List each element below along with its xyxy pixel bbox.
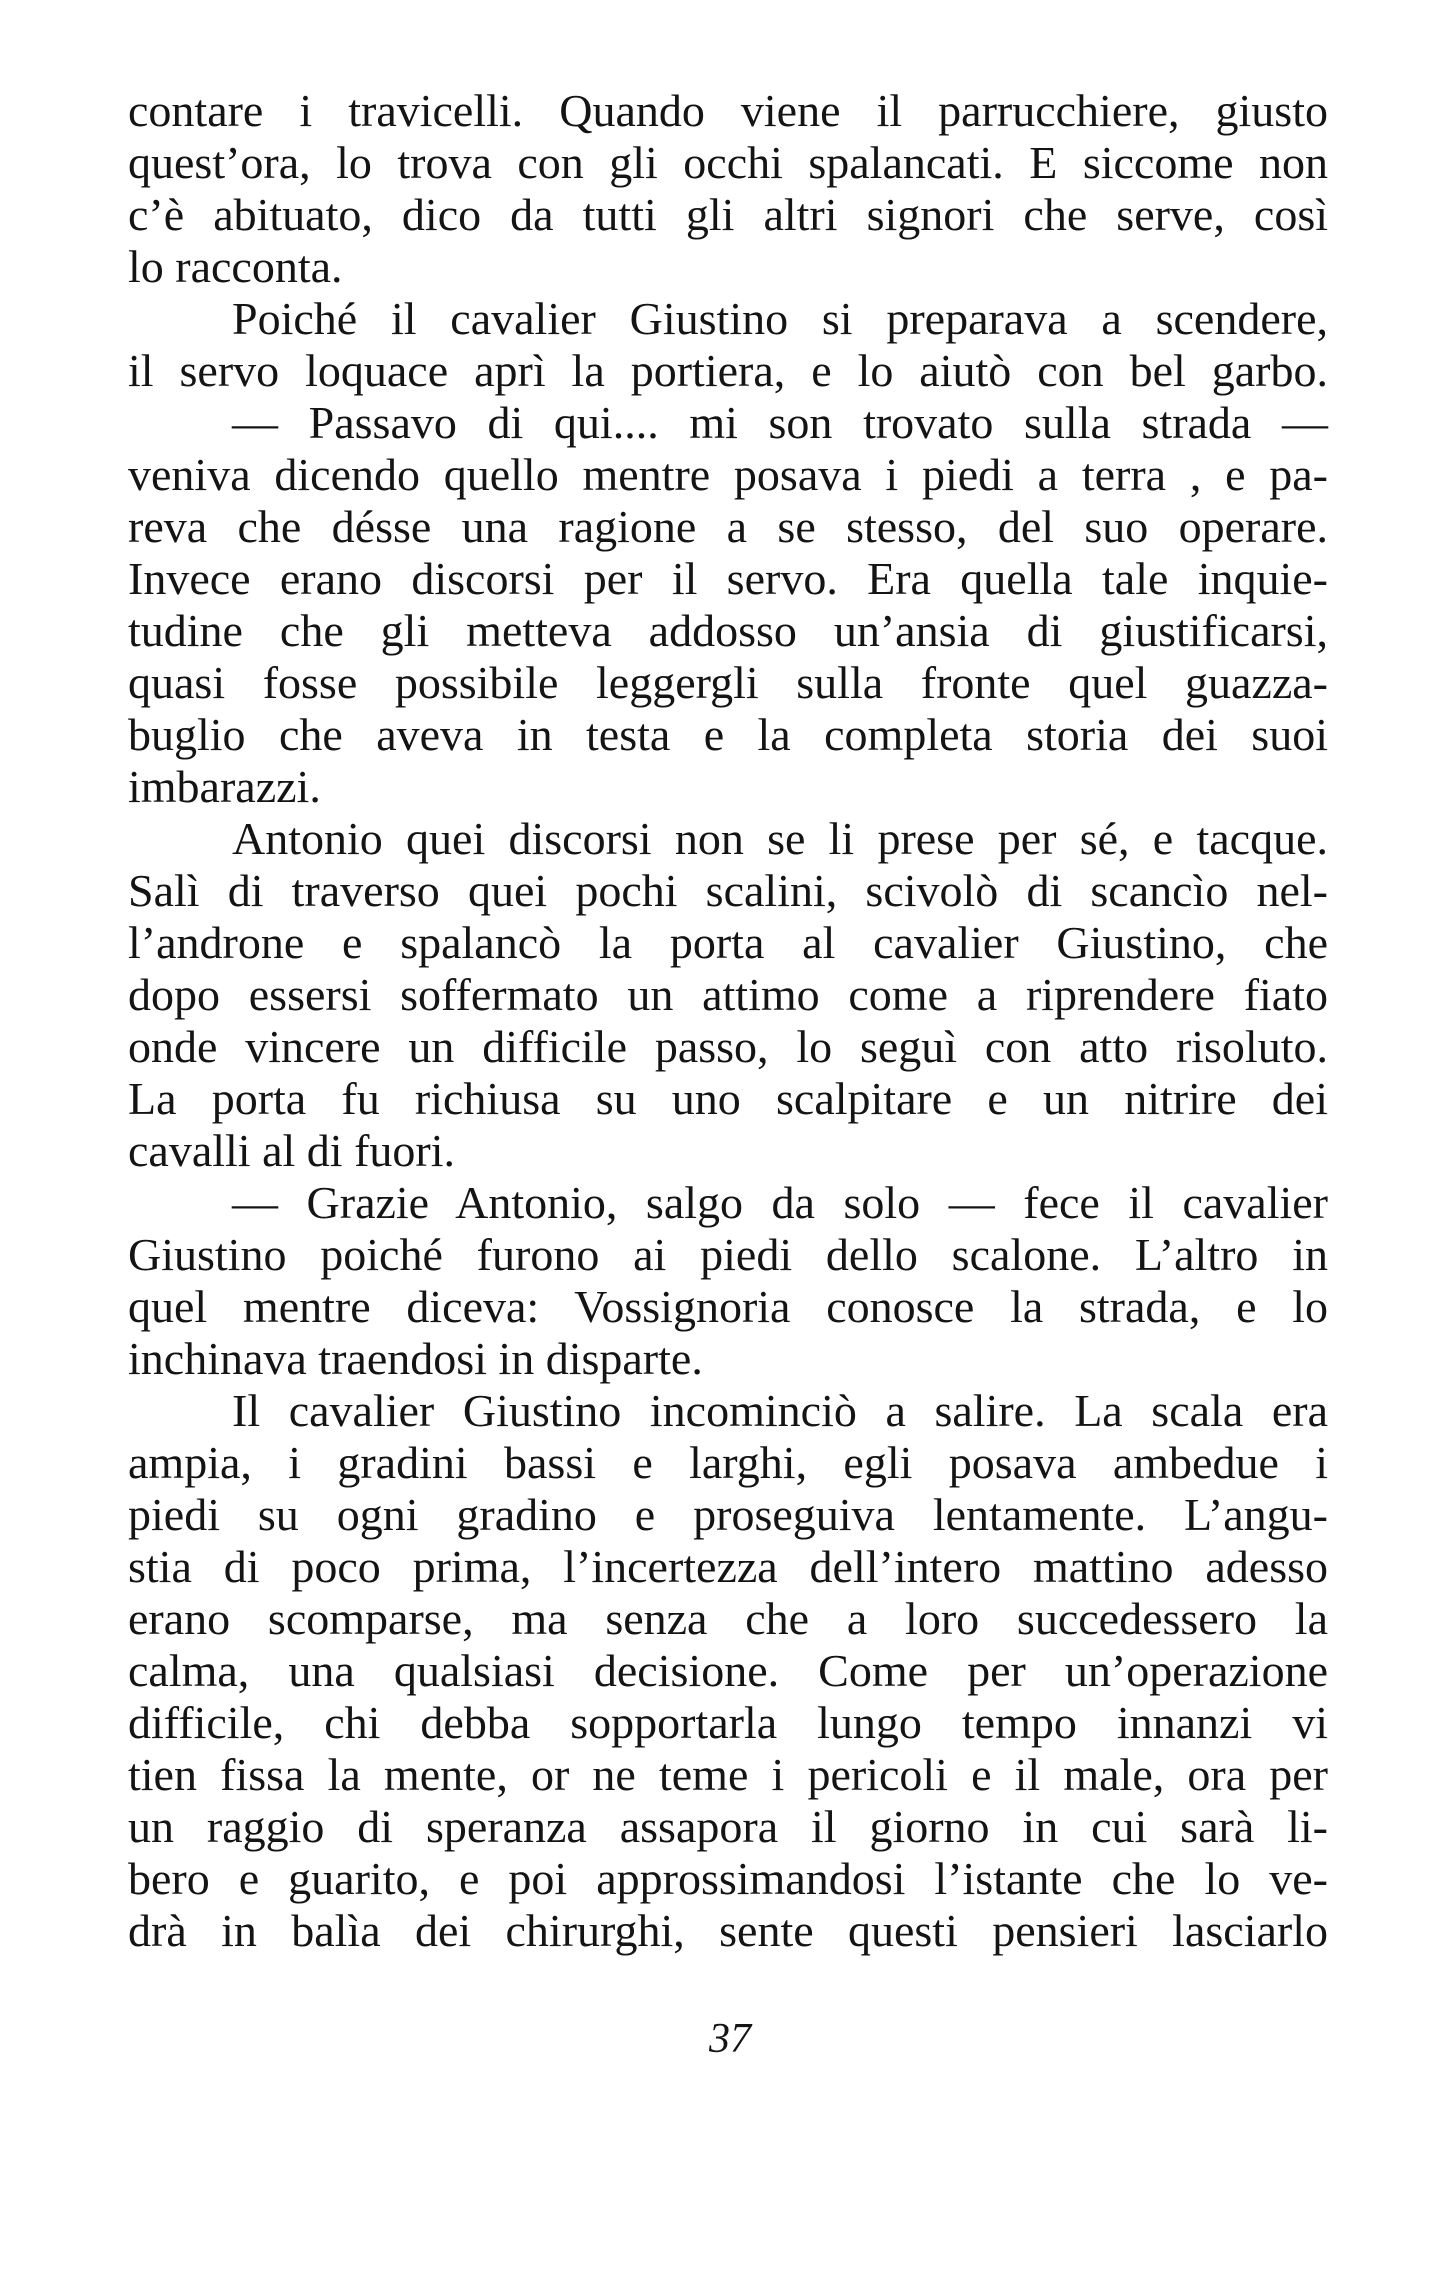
text-line: lo racconta.	[128, 241, 343, 292]
text-line: Invece erano discorsi per il servo. Era quella tale inquie-	[128, 553, 1328, 604]
text-line: tudine che gli metteva addosso un’ansia di giustificarsi,	[128, 605, 1328, 656]
text-line: bero e guarito, e poi approssimandosi l’istante che lo ve-	[128, 1853, 1328, 1904]
text-line: inchinava traendosi in disparte.	[128, 1333, 703, 1384]
text-line: calma, una qualsiasi decisione. Come per un’operazione	[128, 1645, 1328, 1696]
text-line: erano scomparse, ma senza che a loro succedessero la	[128, 1593, 1328, 1644]
text-line: — Passavo di qui.... mi son trovato sulla strada —	[232, 397, 1328, 448]
text-line: c’è abituato, dico da tutti gli altri signori che serve, così	[128, 189, 1328, 240]
text-line: Antonio quei discorsi non se li prese per sé, e tacque.	[232, 813, 1328, 864]
text-line: Il cavalier Giustino incominciò a salire. La scala era	[232, 1385, 1328, 1436]
text-line: imbarazzi.	[128, 761, 321, 812]
text-line: Salì di traverso quei pochi scalini, scivolò di scancìo nel-	[128, 865, 1328, 916]
text-line: drà in balìa dei chirurghi, sente questi pensieri lasciarlo	[128, 1905, 1328, 1956]
text-line: quel mentre diceva: Vossignoria conosce la strada, e lo	[128, 1281, 1328, 1332]
text-line: dopo essersi soffermato un attimo come a riprendere fiato	[128, 969, 1328, 1020]
text-line: un raggio di speranza assapora il giorno in cui sarà li-	[128, 1801, 1328, 1852]
text-line: il servo loquace aprì la portiera, e lo aiutò con bel garbo.	[128, 345, 1328, 396]
text-line: contare i travicelli. Quando viene il parrucchiere, giusto	[128, 85, 1328, 136]
text-line: onde vincere un difficile passo, lo seguì con atto risoluto.	[128, 1021, 1328, 1072]
text-line: stia di poco prima, l’incertezza dell’intero mattino adesso	[128, 1541, 1328, 1592]
text-line: quasi fosse possibile leggergli sulla fronte quel guazza-	[128, 657, 1328, 708]
text-line: Poiché il cavalier Giustino si preparava a scendere,	[232, 293, 1328, 344]
text-line: La porta fu richiusa su uno scalpitare e un nitrire dei	[128, 1073, 1328, 1124]
text-line: veniva dicendo quello mentre posava i piedi a terra , e pa-	[128, 449, 1328, 500]
text-line: difficile, chi debba sopportarla lungo tempo innanzi vi	[128, 1697, 1328, 1748]
text-line: tien fissa la mente, or ne teme i pericoli e il male, ora per	[128, 1749, 1328, 1800]
text-line: Giustino poiché furono ai piedi dello scalone. L’altro in	[128, 1229, 1328, 1280]
text-line: ampia, i gradini bassi e larghi, egli posava ambedue i	[128, 1437, 1328, 1488]
text-line: buglio che aveva in testa e la completa storia dei suoi	[128, 709, 1328, 760]
text-line: quest’ora, lo trova con gli occhi spalancati. E siccome non	[128, 137, 1328, 188]
text-line: — Grazie Antonio, salgo da solo — fece il cavalier	[232, 1177, 1328, 1228]
text-line: cavalli al di fuori.	[128, 1125, 455, 1176]
text-line: l’androne e spalancò la porta al cavalier Giustino, che	[128, 917, 1328, 968]
text-line: reva che désse una ragione a se stesso, del suo operare.	[128, 501, 1328, 552]
page-number: 37	[709, 2016, 751, 2062]
text-line: piedi su ogni gradino e proseguiva lentamente. L’angu-	[128, 1489, 1328, 1540]
